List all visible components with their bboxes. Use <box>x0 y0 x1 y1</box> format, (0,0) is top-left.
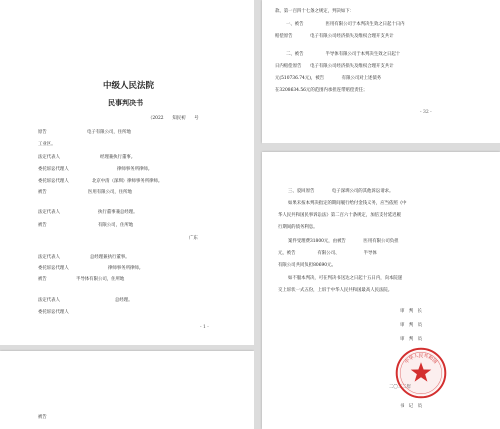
judgment-line: 元，被告 有限公司、 半导体 <box>278 251 377 256</box>
signature-role: 审 判 员 <box>400 323 422 328</box>
party-label: 被告 <box>38 223 47 228</box>
page-number: - 32 - <box>420 110 432 115</box>
judgment-line: 在3208634.56元的范围内承担连带赔偿责任； <box>275 88 368 93</box>
party-label: 委托诉讼代理人 <box>38 310 69 315</box>
party-label: 原告 <box>38 130 47 135</box>
signature-role: 审 判 长 <box>400 309 422 314</box>
party-label: 委托诉讼代理人 <box>38 266 69 271</box>
party-label: 法定代表人 <box>38 155 60 160</box>
party-text: 医用有限公司，住所地 <box>88 190 132 195</box>
case-number: （2022 知民初 号 <box>148 116 199 121</box>
signature-role: 审 判 员 <box>400 337 422 342</box>
party-label: 法定代表人 <box>38 210 60 215</box>
party-text: 律师事务所律师。 <box>117 167 153 172</box>
party-text: 半导体有限公司，住所地 <box>76 277 125 282</box>
document-page-right-bottom <box>262 152 500 429</box>
judgment-line: 行期间的债务利息。 <box>278 225 318 230</box>
judgment-line: 二、被告 半导体有限公司于本判决生效之日起十 <box>286 52 401 57</box>
judgment-line: 元(510736.74元)，被告 有限公司对上述债务 <box>275 76 382 81</box>
judgment-line: 如不服本判决，可在判决书送达之日起十五日内，向本院递 <box>288 276 403 281</box>
party-text: 总经理。 <box>115 298 133 303</box>
judgment-line: 华人民共和国民事诉讼法》第二百六十条规定，加倍支付延迟履 <box>278 213 401 218</box>
party-text: 经理兼执行董事。 <box>100 155 136 160</box>
court-name: 中级人民法院 <box>103 81 155 91</box>
party-text: 电子有限公司，住所地 <box>87 130 131 135</box>
judgment-line: 赔偿原告 电子有限公司经济损失及维权合理开支共计 <box>275 34 394 39</box>
judgment-line: 如果未按本判决指定的期间履行给付金钱义务，应当依照《中 <box>288 201 407 206</box>
column-gap <box>254 0 262 429</box>
party-text: 有限公司，住所地 <box>98 223 134 228</box>
judgment-line: 三、驳回原告 电子深圳公司的其他诉讼请求。 <box>288 189 394 194</box>
party-text: 广东 <box>189 236 198 241</box>
party-label: 法定代表人 <box>38 255 60 260</box>
party-label: 被告 <box>38 190 47 195</box>
page-gap <box>262 143 500 152</box>
document-page-left-2 <box>0 351 254 429</box>
clerk-label: 书 记 员 <box>400 404 422 409</box>
party-label: 委托诉讼代理人 <box>38 167 69 172</box>
judgment-date: 二〇二二年 <box>389 385 411 390</box>
document-page-right-top <box>262 0 500 143</box>
judgment-line: 一、被告 医用有限公司于本判决生效之日起十日内 <box>286 22 405 27</box>
judgment-line: 有限公司共同负担80690元。 <box>278 263 336 268</box>
party-label: 委托诉讼代理人 <box>38 179 69 184</box>
document-title: 民事判决书 <box>108 98 143 107</box>
party-text: 律师事务所律师。 <box>108 266 144 271</box>
svg-text:中华人民共和国: 中华人民共和国 <box>404 353 438 366</box>
party-text: 总经理兼执行董事。 <box>90 255 130 260</box>
party-label: 法定代表人 <box>38 298 60 303</box>
court-seal-stamp <box>394 346 448 400</box>
judgment-line: 款、第一百四十七条之规定，判决如下： <box>275 9 355 14</box>
party-label: 被告 <box>38 415 47 420</box>
judgment-line: 日内赔偿原告 电子有限公司经济损失及维权合理开支共计 <box>275 64 394 69</box>
judgment-line: 案件受理费31800元，由被告 医用有限公司负担 <box>288 239 399 244</box>
party-text: 执行董事兼总经理。 <box>98 210 138 215</box>
judgment-line: 交上诉状一式五份，上诉于中华人民共和国最高人民法院。 <box>278 288 393 293</box>
party-text: 工业区。 <box>38 142 56 147</box>
page-number: - 1 - <box>200 325 209 330</box>
party-label: 被告 <box>38 277 47 282</box>
party-text: 北京中清（深圳）律师事务所律师。 <box>92 179 163 184</box>
